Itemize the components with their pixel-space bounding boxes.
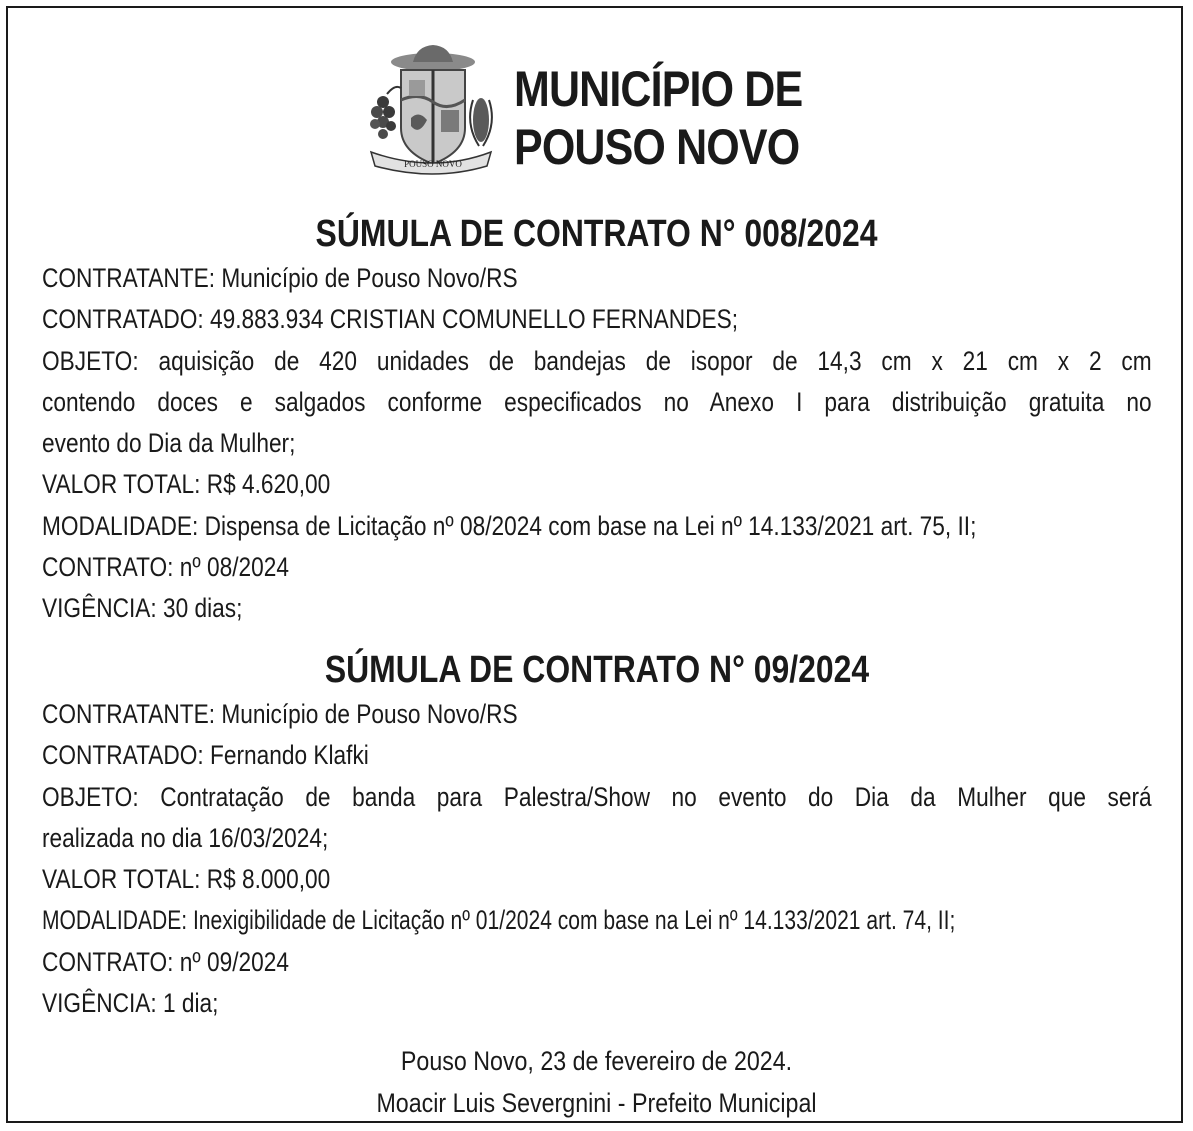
mayor-signature-line: Moacir Luis Severgnini - Prefeito Municipal bbox=[376, 1088, 817, 1118]
contract1-objeto-line1: OBJETO: aquisição de 420 unidades de bandejas de isopor de 14,3 cm x 21 cm x 2 cm bbox=[42, 345, 1152, 376]
contract2-title: SÚMULA DE CONTRATO N° 09/2024 bbox=[324, 649, 869, 691]
contract1-vigencia: VIGÊNCIA: 30 dias; bbox=[42, 593, 243, 624]
contract2-valor: VALOR TOTAL: R$ 8.000,00 bbox=[42, 864, 331, 895]
contract1-objeto-line3: evento do Dia da Mulher; bbox=[42, 428, 296, 459]
contract1-objeto-line2-wrap bbox=[42, 382, 1152, 423]
seal-ribbon-text: POUSO NOVO bbox=[404, 159, 462, 169]
contract2-contratado: CONTRATADO: Fernando Klafki bbox=[42, 740, 369, 771]
contract1-body bbox=[42, 258, 1152, 630]
contract2-body bbox=[42, 694, 1152, 1024]
place-date: Pouso Novo, 23 de fevereiro de 2024. bbox=[400, 1046, 793, 1076]
document-frame bbox=[6, 6, 1183, 1123]
contract1-title: SÚMULA DE CONTRATO N° 008/2024 bbox=[315, 213, 878, 255]
municipality-title bbox=[514, 60, 802, 176]
document-header bbox=[8, 38, 1185, 188]
contract2-modalidade: MODALIDADE: Inexigibilidade de Licitação nº 01/2024 com base na Lei nº 14.133/2021 art. 74, II; bbox=[42, 905, 956, 936]
contract1-contrato: CONTRATO: nº 08/2024 bbox=[42, 552, 289, 583]
contract2-objeto-line2: realizada no dia 16/03/2024; bbox=[42, 822, 329, 853]
contract1-valor: VALOR TOTAL: R$ 4.620,00 bbox=[42, 469, 331, 500]
contract1-objeto-line2: contendo doces e salgados conforme especificados no Anexo I para distribuição gratuita no bbox=[42, 386, 1152, 417]
contract2-contrato: CONTRATO: nº 09/2024 bbox=[42, 946, 289, 977]
contract1-contratante: CONTRATANTE: Município de Pouso Novo/RS bbox=[42, 263, 518, 293]
municipality-title-line2: POUSO NOVO bbox=[514, 119, 800, 175]
contract2-contratante: CONTRATANTE: Município de Pouso Novo/RS bbox=[42, 699, 518, 729]
contract2-vigencia: VIGÊNCIA: 1 dia; bbox=[42, 988, 219, 1019]
coat-of-arms-icon bbox=[361, 40, 501, 180]
contract2-objeto-line1: OBJETO: Contratação de banda para Palestra/Show no evento do Dia da Mulher que será bbox=[42, 781, 1152, 812]
contract1-modalidade: MODALIDADE: Dispensa de Licitação nº 08/2024 com base na Lei nº 14.133/2021 art. 75, II; bbox=[42, 510, 977, 541]
document-footer bbox=[8, 1040, 1185, 1124]
contract2-objeto-line1-wrap bbox=[42, 777, 1152, 818]
municipality-title-line1: MUNICÍPIO DE bbox=[514, 61, 803, 117]
contract1-contratado: CONTRATADO: 49.883.934 CRISTIAN COMUNELLO FERNANDES; bbox=[42, 304, 739, 335]
contract1-objeto-line1-wrap bbox=[42, 341, 1152, 382]
